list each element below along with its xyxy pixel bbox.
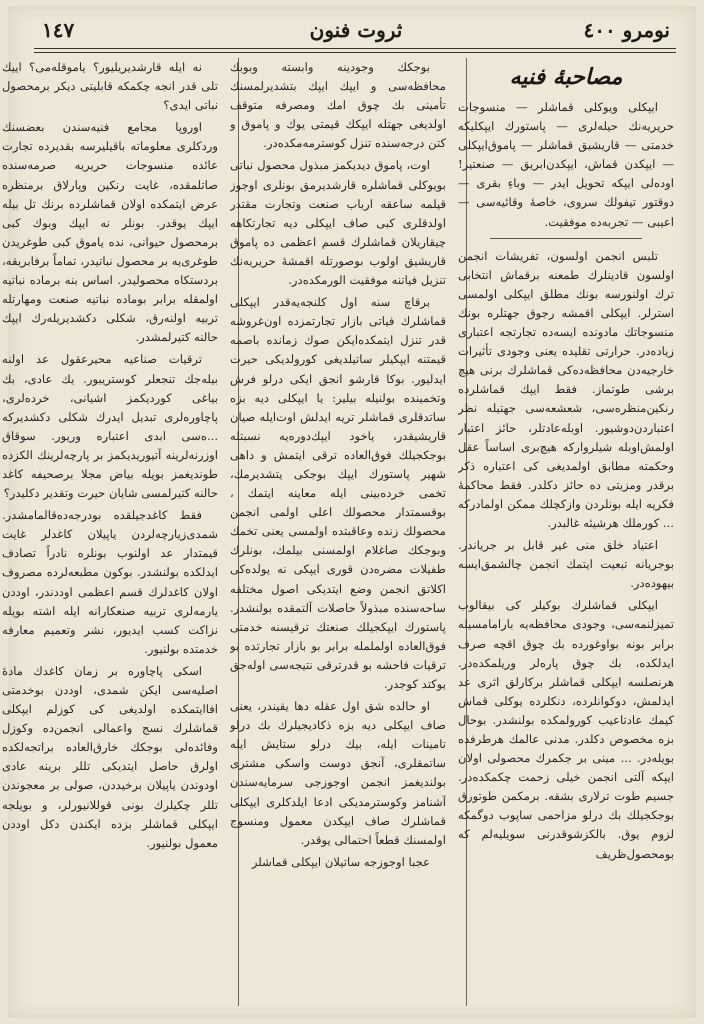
paragraph: تلبس انجمن اولسون، تفریشات انجمن اولسون قادینلرك طمعنه برقماش انتخابی ترك اولنورسه بونك مطلق ایپکلی اولمسی استرلر. ایپکلی اقمشه رجوق جهتلره بونك منسوجاتك مادونده ایسه‌ده تجارتجه اعتباری زیاده‌در. حرارتی تقلیده یعنی وجودی تأثیرات خارجیه‌دن محافظه‌ده‌كی قماشلرك برنی هیچ برشی طوتماز. فقط ایپك قماشلرده رنکین‌منظره‌سی، شعشعه‌سی جهتیله نظر اعتباردن‌دوشیور. اوبله‌عادتلر، حائز اعتبار اولمش‌اوبله شیلروارکه هیچ‌بری اساساً عقل وحکمته مطابق اولمدیغی کی اعتباره ذکر برقدر ومزیتی ده حائز دکلدر. فقط محاکمهٔ فکریه ایله بونلردن وازکچلك ممکن اولمادرکه ... کورملك هرشیئه غالبدر. (458, 248, 674, 530)
column-right (458, 58, 674, 1006)
paragraph: ترقیات صناعیه محیرعقول عد اولنه بیله‌جك تنجعلر کوستریبور. یك عادی، بك بیاغی کوردیکمز اشیانی، خرده‌لری، پاچاوره‌لری تبدیل ایدرك شکلی دکشدیرکه ...ه‌سی ابدی اعتباره وریور. سوقاق اوزرنه‌لرینه آتیوریدیکمز بر پارچه‌لرینك الکزده طوندیغمز بویله بیاض مجلا برصحیفه کاغد حالنه کتیرلمسی شایان حیرت وتقدیر دکلیدر؟ (2, 352, 218, 501)
column-middle (230, 58, 446, 1006)
separator-rule (490, 238, 641, 239)
paragraph: نه ایله قارشدیریلیور؟ یاموقله‌می؟ اییك تلی قدر انجه چکمکه قابلیتی دیکر برمحصول نباتی ایدی؟ (2, 60, 218, 113)
journal-title: ثروت فنون (309, 18, 403, 42)
paragraph: او حالده شق اول عقله دها یقیندر، یعنی صاف ایپکلی دیه بزه ذکادیجیلرك بك درلو تامینات ایله، بیك درلو ستایش ایله ساتمقلری، آنجق دوست واسکی مشتری بولندیغمز انجمن اوجوزجی سرمایه‌سندن آشنامز وکوسترمدیکی ادعا ایلدکلری ایپکلی قماشلرك صاف ایپکدن معمول ومنسوج اولمسنك قطعاً احتمالی یوقدر. (230, 699, 446, 847)
paragraph: برقاچ سنه اول کلنجه‌یه‌قدر ایپکلی قماشلرك فیاتی بازار تجارتمزده اون‌غروشه قدر تنزل ایتمکده‌ایکن صوك زمانده باصمه قیمتنه ایپکیلر ساتیلدیغی کورولدیکی حیرت ایدلیور. بوکا قارشو انجق ایکی درلو فرش وتخمینده بولنیله بیلیر: یا ایپکلی دیه بزه ساتدقلری قماشلر تریه ایدلش اوت‌ایله صیان قاریشیقدر، یاخود ایپك‌دوره‌یه نسبتله بوجکجیلك فوق‌العاده ترقی ایتمش و داهی شهیر پاستورك ایپك بوجکی یتشدیرمك، تخمی خرده‌بینی ایله معاینه ایتمك ، بوقسمتدار محصولك اعلی اولمی انجمن محصولك زنده وعاقبتده اولمسی یعنی تخمك وبوجکك صاغلام اولمسنی بیلمك، بونلرك طفیلات مضره‌دن قوری ایپکی نه یولده‌کی اکلاتق انجمن وضع ایتدیکی اصول مختلفه ساحه‌سنده مبذولاً حاصلات آلتمقده بولنشدر. پاستورك ایپکجیلك صنعتك ترقیسنه خدمتی فوق‌العاده اولململه برابر بو بازار تجارتده بو ترقیات فاحشه بو قدر‌ترقی نتیجه‌سی اوله‌جق یوکتد کوجدر. (230, 295, 446, 691)
paragraph: اوروپا مجامع فنیه‌سندن بعضسنك وردکلری معلوماته باقیلیرسه بقدیرده تجارت عائده منسوجات حریریه صرمه‌سنده صاتلمقده، غایت رنکین وپارلاق برمنظره عرض ایتمکده اولان قماشلرده برنك تل بیله ایپك یوقدر. بونلر نه ایپك وبوك کبی برمحصول حیوانی، نده یاموق کبی طوغریدن طوغری‌یه بر محصول نباتیدر، تماماً برفابریقه، بردستکاه محصولیدر. اساس بنه برماده نباتیه اولمقله برابر بوماده نباتیه صنعت ومهارتله تربیه اولنه‌رق، شکلی دکشدیریله‌رك ایپك حالنه کتیرلمشدر. (2, 120, 218, 345)
page-number: ١٤٧ (42, 18, 75, 42)
paragraph: بوجکك وجودینه وابسته وبوبك محافظه‌سی و ایپك ایپك بتشدیرلمسنك تأمینی بك چوق امك ومصرفه متوقف اولدیغی جهتله ایپکك قیمتی یوك و پاموق و کتن درجه‌سنده تنزل کوسترمه‌مکده‌در. (230, 60, 446, 151)
article-summary: ایپکلی ویوکلی قماشلر — منسوجات حریریه‌نك حیله‌لری — پاستورك ایپکلیکه خدمتی — قاریشیق قماشلر — پاموق‌ایپکلی — ایپکدن قماش، ایپکدن‌ابریق — صنعتیر! اوده‌لی ایپکه تحویل ایدر — وباءِ بقری — دوقتور تیفولك سروی، خاصهٔ وقائیه‌سی — اعیبی — تجربه‌ده موفقیت. (458, 100, 674, 229)
newspaper-page (2, 6, 696, 1018)
column-left (2, 58, 218, 1006)
paragraph: اسکی پاچاوره بر زمان کاغدك مادهٔ اصلیه‌سی ایکن شمدی، اوددن بوخدمتی افاایتمکده اولدیغی کی کوزلم ایپکلی قماشلرك نسج واعمالی انجمن‌ده وکوزل وفائده‌لی بوجکك خارق‌العاده براتجه‌لکده اولرق حاصل ایتدیکی تللر برینه عادی اودوندن یاپیلان برخیددن، صولی بر معجوندن تللر چکیلرك بونی قوللانیورلر، و بویلجه ایپکلی قماشلر بزده ایکندن دکل اوددن معمول بولنیور. (2, 663, 218, 850)
paragraph: اوت، پاموق دیدیکمز مبذول محصول نباتی بویوکلی قماشلره قارشدیرمق بونلری اوجوز قیلمه ساعقه ارباب صنعت وتجارت مقتدر اولدقلری کبی صاف ایپکلی دیه تجارتکاهه چیقاریلان قماشلرك قسم اعظمی ده پاموق قاریشیق اولوب بوصورتله اقمشهٔ حریریه‌نك تنزیل فیاتنه موفقیت الورمکده‌در. (230, 158, 446, 288)
issue-number: نومرو ٤٠٠ (583, 18, 670, 42)
paragraph: ایپکلی قماشلرك بوکیلر کی بیقالوب تمیزلنمه‌سی، وجودی محافظه‌یه بارامامسیله برابر بونه بواوغورده بك چوق اقچه صرف ایدلکده، بك چوق پاره‌لر وریلمکده‌در. هرنصلسه ایپکلی قماشلر برکارلق اثری عد ایدلمش، دوکوانلرده، دنکلرده یوکلی قماش کیمك عادتاعیب کورولمکده بولنشدر. بوحال بزه مخصوص دکلدر. مدنی عالمك هرطرفده بویله‌در. ... مینی بر جکمرك محصولی اولان ایپکه آلتی انجمن خیلی زحمت چکمکده‌در. جسیم طوت ترلاری بشقه. برمکمن طوتورق بوجکجیلك بك درلو مزاحمی ساپوب دوگمکه لزوم یوق. بالکزشوقدرنی سویلیه‌لم که بومحصول‌ظریف (458, 598, 674, 861)
paragraph: اعتیاد خلق منی غیر قابل بر جریاندر. بوجریانه تبعیت ایتمك انجمن چالشمق‌ایسه بیهوده‌در. (458, 538, 674, 591)
paragraph: عجبا اوجوزجه ساتیلان ایپکلی قماشلر (251, 854, 430, 869)
header-rule-thin (34, 52, 676, 53)
header-rule (34, 48, 676, 49)
page-header (36, 16, 676, 46)
paragraph: فقط کاغدجیلقده بودرجه‌ده‌قالمامشدر. شمدی‌زیارچه‌لردن یاپیلان کاغدلر غایت قیمتدار عد اولنوب بونلره نادراً تصادف ایدلکده بولنشدر. بوکون مطبعه‌لرده مصروف اولان کاغدلرك قسم اعظمی اوددندر، اوددن یارمه‌لری تربیه صنعکارانه ایله اشته بویله نزاکت کسب ایدیور، نشر وتعمیم معارفه خدمتده بولنیور. (2, 508, 218, 656)
section-title: مصاحبهٔ فنیه (509, 64, 623, 90)
